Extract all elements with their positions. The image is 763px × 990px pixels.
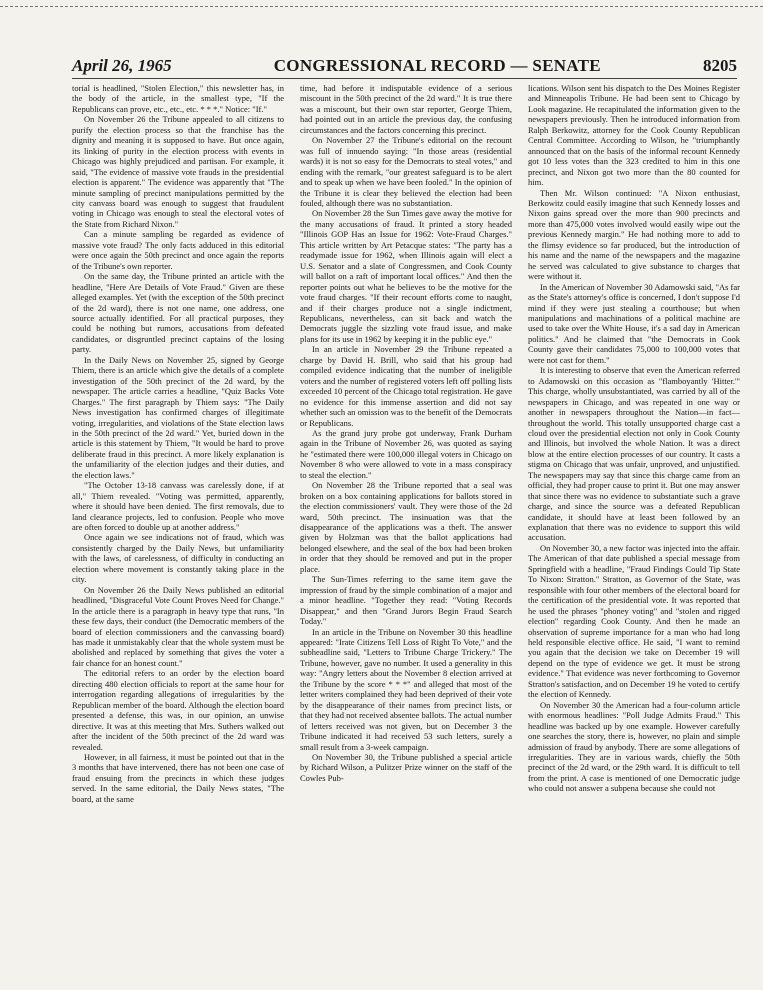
paragraph: On November 30 the American had a four-column article with enormous headlines: "Poll Judge Admits Fraud." This headline was backed up by one example. However carefully one searches the story, there is, however, no plain and simple admission of fraud by anybody. There are some allegations of irregularities. They are in various wards, chiefly the 50th precinct of the 2d ward, or the 29th ward. It is difficult to tell from the print. A case is mentioned of one Democratic judge who could not answer a subpena because she could not xyxy=(528,699,740,794)
paragraph: On November 28 the Tribune reported that a seal was broken on a box containing applications for ballots stored in the election commissioners' vault. They were those of the 2d ward, 50th precinct. The insinuation was that the disappearance of the applications was a theft. The answer given by Holzman was that the ballot applications had belonged elsewhere, and the seal of the box had been broken in order that they should be removed and put in the proper place. xyxy=(300,480,512,574)
column-3 xyxy=(528,83,740,983)
paragraph: On November 28 the Sun Times gave away the motive for the many accusations of fraud. It printed a story headed "Illinois GOP Has an Issue for 1962: Vote-Fraud Charges." This article written by Art Petacque states: "The party has a readymade issue for 1962, when Illinois again will elect a U.S. Senator and a slate of Congressmen, and Cook County will ballot on a raft of important local offices." And then the reporter points out what he believes to be the motive for the vote fraud charges. "If their recount efforts come to naught, and if their charges produce not a single indictment, Republicans, nevertheless, can sit back and watch the Democrats juggle the sizzling vote fraud issue, and make plans for its use in 1962 by keeping it in the public eye." xyxy=(300,208,512,344)
paragraph: On November 27 the Tribune's editorial on the recount was full of innuendo saying: "In those areas (residential wards) it is not so easy for the Democrats to steal votes," and ending with the remark, "our greatest safeguard is to be alert and to speak up when we have been fooled." In the opinion of the Tribune it is clear they believed the election had been fouled, although there was no substantiation. xyxy=(300,135,512,208)
paragraph: Then Mr. Wilson continued: "A Nixon enthusiast, Berkowitz could easily imagine that such Kennedy losses and Nixon gains spread over the more than 900 precincts and more than 475,000 votes involved would easily wipe out the previous Kennedy margin." He had nothing more to add to the flimsy evidence so far produced, but the introduction of his name and the name of the newspapers and the magazine he served was calculated to give substance to charges that were without it. xyxy=(528,187,740,282)
paragraph: torial is headlined, "Stolen Election," this newsletter has, in the body of the article, in the smallest type, "If the Republicans can prove, etc., etc., etc. * * *." Notice: "If." xyxy=(72,83,284,114)
column-1 xyxy=(72,83,284,983)
paragraph: The editorial refers to an order by the election board directing 480 election officials to report at the same hour for interrogation regarding allegations of irregularities by the Republican member of the board. Although the election board presented a defense, this was, in our opinion, an unwise directive. It was at this meeting that Mrs. Suthers walked out after the incident of the 50th precinct of the 2d ward was revealed. xyxy=(72,668,284,752)
page-number: 8205 xyxy=(702,56,737,75)
column-2 xyxy=(300,83,512,983)
paragraph: In the Daily News on November 25, signed by George Thiem, there is an article which give the details of a complete investigation of the 50th precinct of the 2d ward, by the newspaper. The article carries a headline, "Quiz Backs Vote Charges." The first paragraph by Thiem says: "The Daily News investigation has confirmed charges of illegitimate voting, irregularities, and violations of the State election laws in the 50th precinct of the 2d ward." Yet, buried down in the article is this statement by Thiem, "It would be hard to prove deliberate fraud in this precinct. A more likely explanation is the unfamiliarity of the election judges and their duties, and the election laws." xyxy=(72,354,284,480)
paragraph: On November 26 the Daily News published an editorial headlined, "Disgraceful Vote Count Proves Need for Change." In the article there is a paragraph in heavy type that runs, "In these few days, their conduct (the Democratic members of the board of election commissioners and the canvassing board) has made it unmistakably clear that the whole system must be abolished and replaced by something that gives the voter a fair chance for an honest count." xyxy=(72,584,284,668)
paragraph: On the same day, the Tribune printed an article with the headline, "Here Are Details of Vote Fraud." Given are these alleged examples. Yet (with the exception of the 50th precinct of the 2d ward), there is not one name, one address, one source actually identified. For all practical purposes, they could be nothing but rumors, accusations from defeated candidates, or disgruntled precinct captains of the losing party. xyxy=(72,271,284,355)
paragraph: On November 30, the Tribune published a special article by Richard Wilson, a Pulitzer Prize winner on the staff of the Cowles Pub- xyxy=(300,752,512,783)
paragraph: In an article in November 29 the Tribune repeated a charge by David H. Brill, who said that his group had compiled evidence indicating that the number of ineligible voters and the number of registered voters left off polling lists exceeded 10 percent of the Chicago total registration. He gave no evidence for this immense assertion and did not say whether such an omission was to the benefit of the Democrats or Republicans. xyxy=(300,344,512,428)
paragraph: "The October 13-18 canvass was carelessly done, if at all," Thiem revealed. "Voting was permitted, apparently, where it should have been denied. The first removals, due to land clearance projects, led to confusion. People who move are often forced to double up at another address." xyxy=(72,480,284,533)
paragraph: On November 30, a new factor was injected into the affair. The American of that date published a special message from Springfield with a headline, "Fraud Findings Could Tip State To Nixon: Stratton." Stratton, as Governor of the State, was responsible with four other members of the electoral board for the certification of the presidential vote. It was reported that he used the phrases "phoney voting" and "stolen and rigged election" regarding Cook County. And then he made an observation of supreme importance for a man who had long held responsible elective office. He said, "I want to remind you again that the decision we take on December 19 will depend on the type of evidence we get. It must be strong evidence." That evidence was never forthcoming to Governor Stratton's satisfaction, and on December 19 he voted to certify the election of Kennedy. xyxy=(528,542,740,700)
paragraph: As the grand jury probe got underway, Frank Durham again in the Tribune of November 26, was quoted as saying he "estimated there were 100,000 illegal voters in Chicago on November 8 who were allowed to vote in a mass conspiracy to steal the election." xyxy=(300,427,512,480)
paragraph: lications. Wilson sent his dispatch to the Des Moines Register and Minneapolis Tribune. He had been sent to Chicago by Look magazine. He recapitulated the information given to the newspapers previously. Then he introduced information from Ralph Berkowitz, attorney for the Cook County Republican Central Committee. According to Wilson, he "triumphantly announced that on the basis of the informal recount Kennedy got 10 less votes than the 323 credited to him in this one precinct, and Nixon got two more than the 80 counted for him. xyxy=(528,83,740,188)
header-divider xyxy=(72,78,737,79)
paragraph: It is interesting to observe that even the American referred to Adamowski on this occasion as "flamboyantly 'Hitter.'" This charge, wholly unsubstantiated, was carried by all of the newspapers in Chicago, and was repeated in one way or another in newspapers throughout the Nation—in fact—throughout the world. This totally unsupported charge cast a cloud over the presidential election not only in Cook County and Illinois, but involved the whole Nation. It was a direct blow at the entire election processes of our country. It casts a stigma on Chicago that was unfair, unproved, and unjustified. The newspapers may say that since this charge came from an official, they had proper cause to print it. But one may answer that since there was no evidence to substantiate such a grave charge, and since the source was a defeated Republican candidate, it should have at least been followed by an explanation that there was no evidence to support this wild accusation. xyxy=(528,365,740,543)
paragraph: However, in all fairness, it must be pointed out that in the 3 months that have intervened, there has not been one case of fraud ensuing from the precincts in which these judges served. In the same editorial, the Daily News states, "The board, at the same xyxy=(72,752,284,804)
header-date: April 26, 1965 xyxy=(72,56,172,75)
paragraph: In an article in the Tribune on November 30 this headline appeared: "Irate Citizens Tell Loss of Right To Vote," and the subheadline said, "Letters to Tribune Charge Trickery." The Tribune, however, gave no number. It used a generality in this way: "Angry letters about the November 8 election arrived at the Tribune by the score * * *" and alleged that most of the letter writers complained they had been deprived of their vote by the disappearance of their names from precinct lists, or that they had not received absentee ballots. The actual number of letters received was not given, but on December 3 the Tribune indicated it had received 53 such letters, surely a small result from a 3-week campaign. xyxy=(300,626,512,752)
header-title: CONGRESSIONAL RECORD — SENATE xyxy=(273,56,601,75)
top-border xyxy=(0,6,763,7)
paragraph: The Sun-Times referring to the same item gave the impression of fraud by the simple combination of a major and a minor headline. "Together they read: "Voting Records Disappear," and then "Grand Jurors Begin Fraud Search Today." xyxy=(300,574,512,627)
text-columns xyxy=(72,83,740,983)
paragraph: On November 26 the Tribune appealed to all citizens to purify the election process so that the franchise has the dignity and meaning it is supposed to have. But once again, its linking of purity in the election process with events in Chicago was highly prejudiced and partisan. For example, it said, "The evidence of massive vote frauds in the presidential election is apparent." The evidence was apparently that "The minute sampling of precinct manipulations permitted by the city canvass board was enough to suggest that fraudulent voting in Chicago was enough to steal the electoral votes of the State from Richard Nixon." xyxy=(72,114,284,229)
running-header xyxy=(72,56,737,78)
paragraph: time, had before it indisputable evidence of a serious miscount in the 50th precinct of the 2d ward." It is true there was a miscount, but their own star reporter, George Thiem, had pointed out in an article the previous day, the confusing circumstances and the factors concerning this precinct. xyxy=(300,83,512,135)
paragraph: Can a minute sampling be regarded as evidence of massive vote fraud? The only facts adduced in this editorial were once again the 50th precinct and once again the reports of the Tribune's own reporter. xyxy=(72,229,284,271)
paragraph: In the American of November 30 Adamowski said, "As far as the State's attorney's office is concerned, I don't suppose I'd mind if they were just stealing a courthouse; but when manipulations and machinations of a political machine are used to take over the White House, it's a sad day in American politics." And he claimed that "the Democrats in Cook County gave their candidates 75,000 to 100,000 votes that were not cast for them." xyxy=(528,281,740,365)
paragraph: Once again we see indications not of fraud, which was consistently charged by the Daily News, but unfamiliarity with the laws, of carelessness, of difficulty in conducting an election where movement is constantly taking place in the city. xyxy=(72,532,284,585)
